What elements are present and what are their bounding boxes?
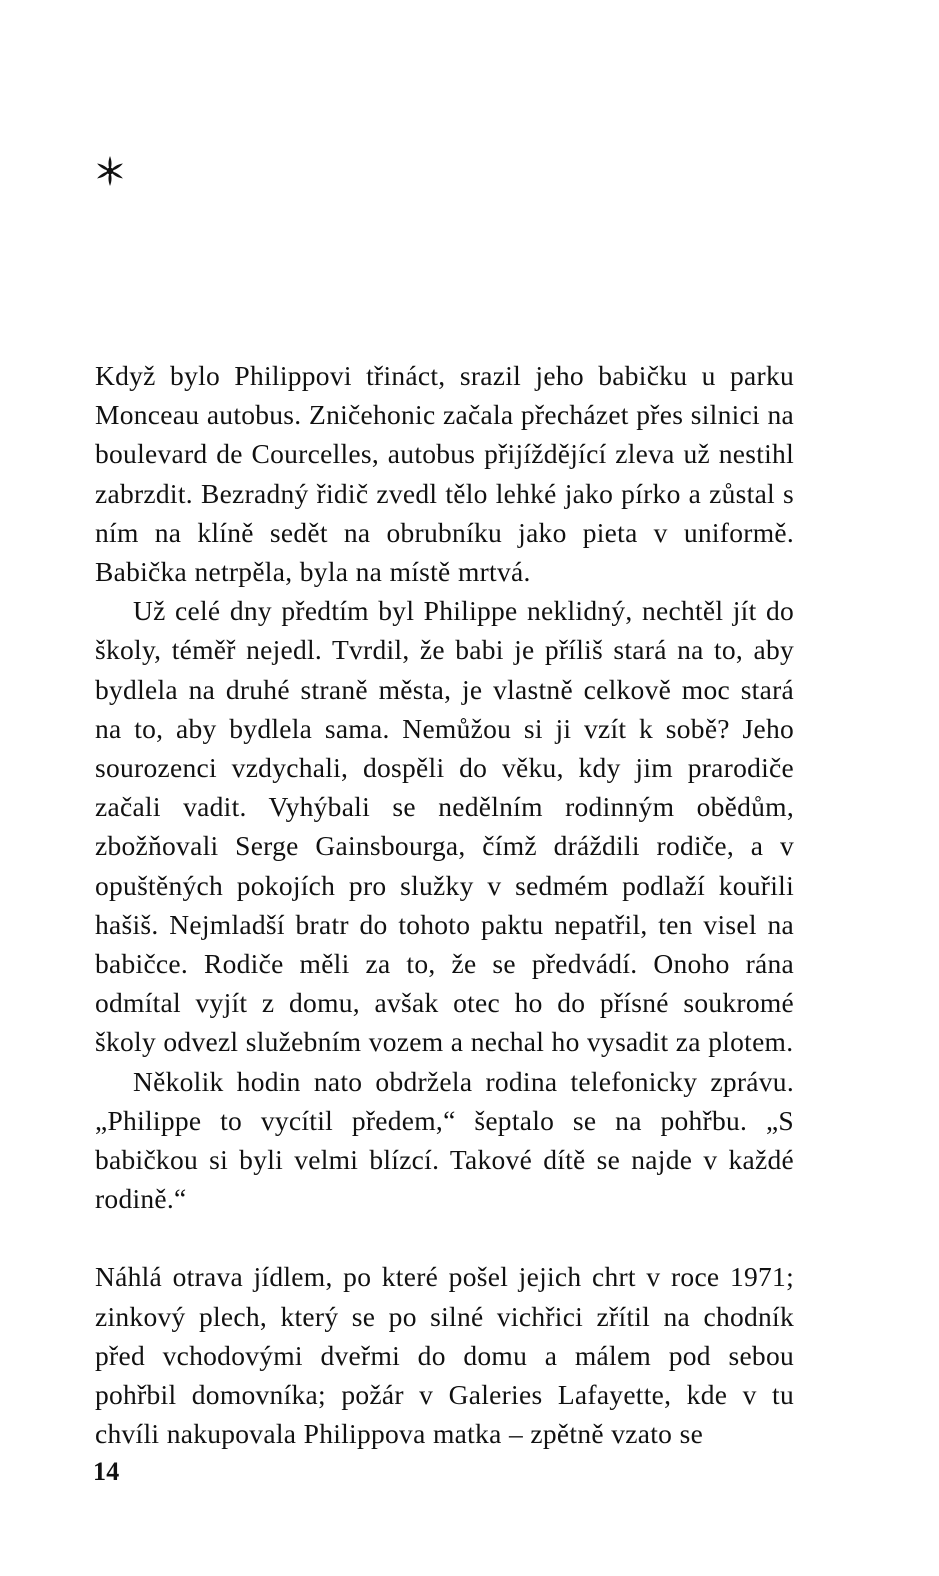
- six-pointed-asterisk-icon: [93, 146, 143, 196]
- paragraph-1: Když bylo Philippovi třináct, srazil jeho babičku u parku Monceau autobus. Zničehonic začala přecházet přes silnici na boulevard de Courcelles, autobus přijíždějící zleva už nestihl zabrzdit. Bezradný řidič zvedl tělo lehké jako pírko a zůstal s ním na klíně sedět na obrubníku jako pieta v uniformě. Babička netrpěla, byla na místě mrtvá.: [95, 360, 794, 588]
- paragraph-2: Už celé dny předtím byl Philippe neklidný, nechtěl jít do školy, téměř nejedl. Tvrdil, že babi je příliš stará na to, aby bydlela na druhé straně města, je vlastně celkově moc stará na to, aby bydlela sama. Nemůžou si ji vzít k sobě? Jeho sourozenci vzdychali, dospěli do věku, kdy jim prarodiče začali vadit. Vyhýbali se nedělním rodinným obědům, zbožňovali Serge Gainsbourga, čímž dráždili rodiče, a v opuštěných pokojích pro služky v sedmém podlaží kouřili hašiš. Nejmladší bratr do tohoto paktu nepatřil, ten visel na babičce. Rodiče měli za to, že se předvádí. Onoho rána odmítal vyjít z domu, avšak otec ho do přísné soukromé školy odvezl služebním vozem a nechal ho vysadit za plotem.: [95, 595, 794, 1058]
- paragraph-3: Několik hodin nato obdržela rodina telefonicky zprávu. „Philippe to vycítil předem,“ šeptalo se na pohřbu. „S babičkou si byli velmi blízcí. Takové dítě se najde v každé rodině.“: [95, 1065, 794, 1215]
- page-number: 14: [93, 1457, 120, 1486]
- paragraph-4: Náhlá otrava jídlem, po které pošel jejich chrt v roce 1971; zinkový plech, který se po silné vichřici zřítil na chodník před vchodovými dveřmi do domu a málem pod sebou pohřbil domovníka; požár v Galeries Lafayette, kde v tu chvíli nakupovala Philippova matka – zpětně vzato se: [95, 1261, 794, 1450]
- body-text: [95, 356, 794, 1453]
